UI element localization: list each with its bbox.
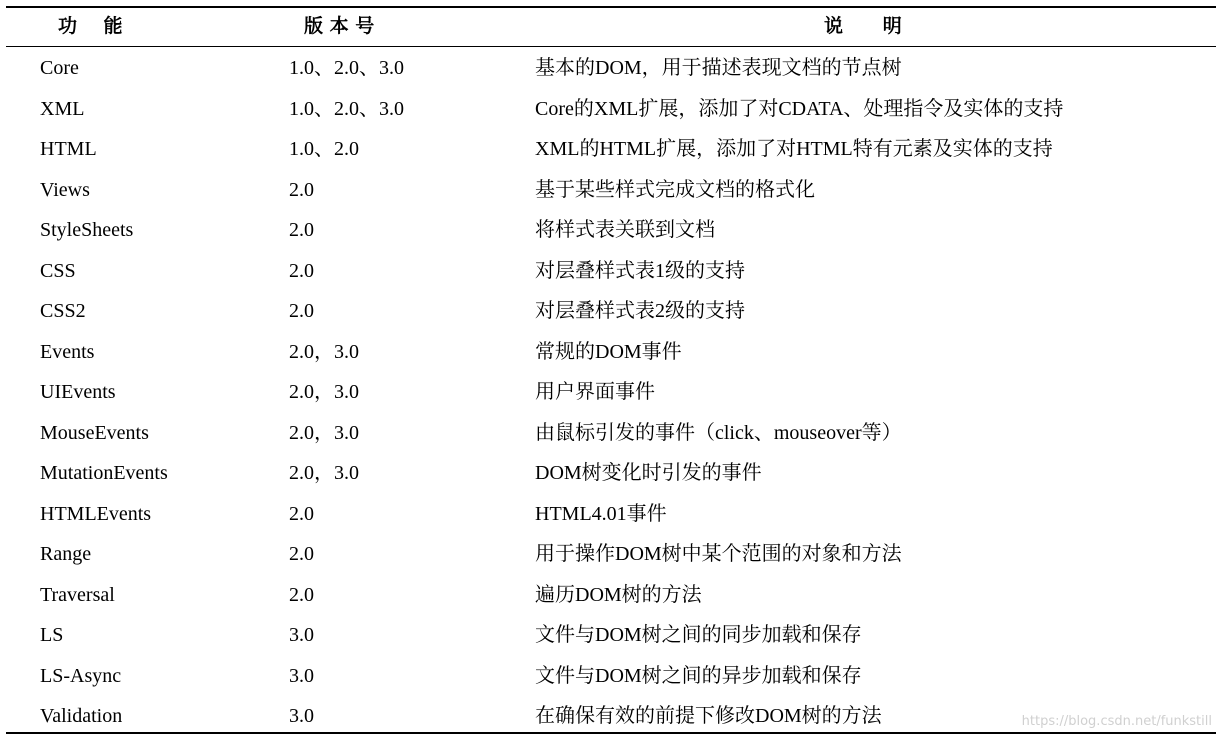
description-cell: 基本的DOM，用于描述表现文档的节点树 [535, 57, 902, 79]
description-cell: 文件与DOM树之间的同步加载和保存 [535, 624, 862, 646]
table-row [6, 533, 1216, 574]
table-row [6, 290, 1216, 331]
feature-cell: LS-Async [40, 664, 122, 687]
feature-cell: StyleSheets [40, 219, 134, 241]
table-row [6, 493, 1216, 534]
table-row [6, 371, 1216, 412]
feature-cell: HTMLEvents [40, 502, 152, 525]
description-cell: 对层叠样式表1级的支持 [535, 259, 745, 282]
description-cell: XML的HTML扩展，添加了对HTML特有元素及实体的支持 [535, 138, 1053, 160]
version-cell: 1.0、2.0、3.0 [289, 97, 404, 120]
feature-cell: CSS2 [40, 300, 86, 322]
feature-cell: XML [40, 97, 85, 120]
table-row [6, 614, 1216, 655]
table-row [6, 47, 1216, 88]
description-cell: HTML4.01事件 [535, 502, 667, 525]
description-cell: DOM树变化时引发的事件 [535, 462, 762, 484]
table-body [6, 47, 1216, 736]
feature-cell: Validation [40, 705, 123, 727]
feature-cell: UIEvents [40, 381, 116, 403]
table-row [6, 209, 1216, 250]
feature-cell: MouseEvents [40, 421, 149, 444]
feature-cell: Range [40, 543, 92, 565]
version-cell: 2.0，3.0 [289, 340, 359, 363]
table-row [6, 128, 1216, 169]
description-cell: 基于某些样式完成文档的格式化 [535, 178, 815, 201]
description-cell: 遍历DOM树的方法 [535, 583, 702, 606]
version-cell: 2.0 [289, 502, 314, 525]
version-cell: 3.0 [289, 664, 314, 687]
description-cell: 对层叠样式表2级的支持 [535, 300, 745, 322]
description-cell: 文件与DOM树之间的异步加载和保存 [535, 664, 862, 687]
table-row [6, 655, 1216, 696]
table-row [6, 88, 1216, 129]
header-version: 版 本 号 [304, 15, 375, 37]
feature-cell: CSS [40, 259, 76, 282]
version-cell: 1.0、2.0、3.0 [289, 57, 404, 79]
header-description: 说 明 [824, 15, 902, 37]
version-cell: 2.0，3.0 [289, 462, 359, 484]
table-row [6, 169, 1216, 210]
version-cell: 2.0，3.0 [289, 421, 359, 444]
table-bottom-rule [6, 732, 1216, 734]
version-cell: 2.0，3.0 [289, 381, 359, 403]
table-row [6, 574, 1216, 615]
description-cell: 在确保有效的前提下修改DOM树的方法 [535, 705, 882, 727]
table-row [6, 412, 1216, 453]
description-cell: 将样式表关联到文档 [535, 219, 715, 241]
feature-cell: Views [40, 178, 90, 201]
dom-feature-table [6, 6, 1216, 736]
table-header-row [6, 8, 1216, 46]
version-cell: 2.0 [289, 583, 314, 606]
feature-cell: Traversal [40, 583, 115, 606]
table-row [6, 331, 1216, 372]
version-cell: 1.0、2.0 [289, 138, 359, 160]
version-cell: 2.0 [289, 259, 314, 282]
feature-cell: Events [40, 340, 95, 363]
version-cell: 2.0 [289, 543, 314, 565]
version-cell: 2.0 [289, 178, 314, 201]
version-cell: 2.0 [289, 219, 314, 241]
version-cell: 3.0 [289, 624, 314, 646]
description-cell: 用于操作DOM树中某个范围的对象和方法 [535, 543, 902, 565]
header-feature: 功 能 [58, 15, 123, 37]
description-cell: 常规的DOM事件 [535, 340, 682, 363]
feature-cell: Core [40, 57, 79, 79]
version-cell: 3.0 [289, 705, 314, 727]
feature-cell: LS [40, 624, 64, 646]
table-row [6, 452, 1216, 493]
watermark-url: https://blog.csdn.net/funkstill [1021, 714, 1212, 729]
version-cell: 2.0 [289, 300, 314, 322]
feature-cell: HTML [40, 138, 97, 160]
feature-cell: MutationEvents [40, 462, 168, 484]
table-row [6, 250, 1216, 291]
description-cell: 用户界面事件 [535, 381, 655, 403]
description-cell: 由鼠标引发的事件（click、mouseover等） [535, 421, 902, 444]
description-cell: Core的XML扩展，添加了对CDATA、处理指令及实体的支持 [535, 97, 1064, 120]
